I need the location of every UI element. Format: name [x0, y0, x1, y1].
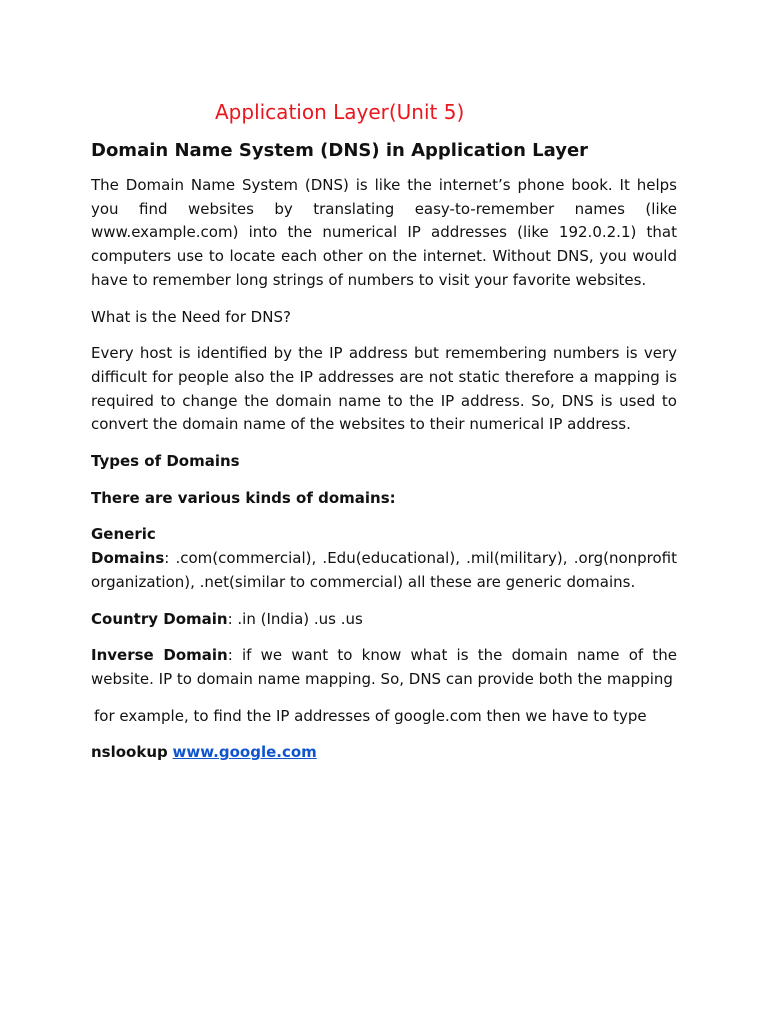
section-heading: Domain Name System (DNS) in Application Layer — [91, 140, 589, 161]
google-link[interactable]: www.google.com — [172, 743, 317, 762]
country-domain-paragraph — [91, 608, 677, 632]
country-domain-text: : .in (India) .us .us — [227, 609, 363, 628]
generic-label-line1: Generic — [91, 525, 156, 544]
document-body — [91, 96, 677, 765]
kinds-heading: There are various kinds of domains: — [91, 488, 396, 507]
intro-paragraph: The Domain Name System (DNS) is like the internet’s phone book. It helps you find websites by translating easy-to-remember names (like www.example.com) into the numerical IP addresses (like 192.0.2.1) that computers use to locate each other on the internet. Without DNS, you would have to remember long strings of numbers to visit your favorite websites. — [91, 176, 677, 289]
inverse-domain-label: Inverse Domain — [91, 646, 228, 665]
generic-domains-paragraph — [91, 523, 677, 594]
need-answer-paragraph: Every host is identified by the IP address but remembering numbers is very difficult for people also the IP addresses are not static therefore a mapping is required to change the domain name to the IP address. So, DNS is used to convert the domain name of the websites to their numerical IP address. — [91, 344, 677, 434]
document-title: Application Layer(Unit 5) — [215, 100, 465, 124]
need-question: What is the Need for DNS? — [91, 307, 291, 326]
generic-domains-text: : .com(commercial), .Edu(educational), .mil(military), .org(nonprofit organization), .net(similar to commercial) all these are generic domains. — [91, 549, 677, 591]
types-heading: Types of Domains — [91, 452, 240, 471]
example-paragraph: for example, to find the IP addresses of google.com then we have to type — [94, 706, 647, 725]
generic-label-line2: Domains — [91, 549, 165, 568]
country-domain-label: Country Domain — [91, 609, 228, 628]
nslookup-label: nslookup — [91, 743, 168, 762]
inverse-domain-text: : if we want to know what is the domain name of the website. IP to domain name mapping. So, DNS can provide both the mapping — [91, 646, 677, 688]
inverse-domain-paragraph — [91, 644, 677, 691]
nslookup-command — [91, 741, 677, 765]
